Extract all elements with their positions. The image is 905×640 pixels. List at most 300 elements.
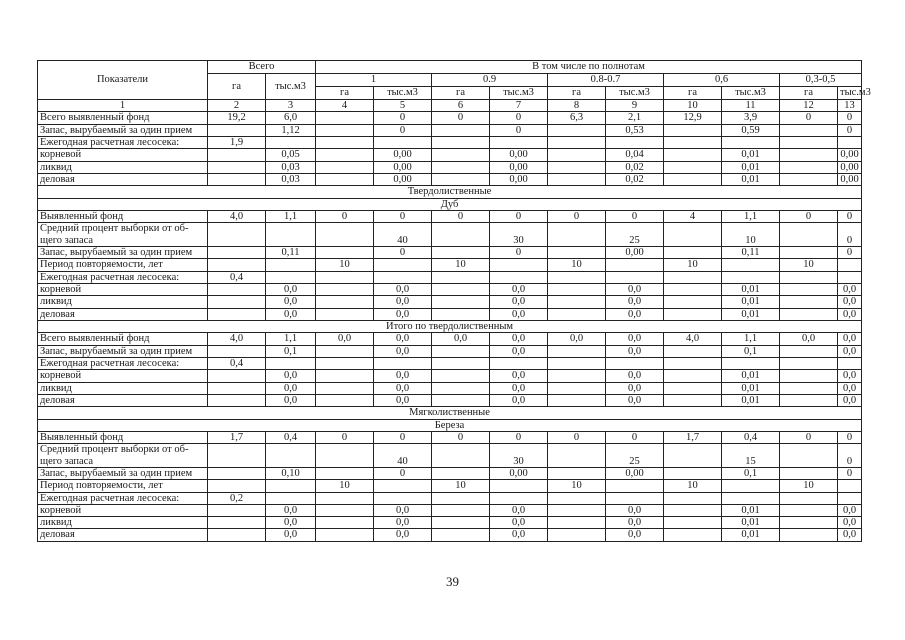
table-cell: 12,9 [664,112,722,124]
table-cell [664,173,722,185]
table-cell [490,480,548,492]
table-cell: 1,1 [722,333,780,345]
table-cell: 0,0 [606,296,664,308]
column-number-cell: 8 [548,100,606,112]
table-cell [316,370,374,382]
header-total-ha: га [208,74,266,100]
table-row [38,210,862,222]
table-cell: 0,0 [606,345,664,357]
table-cell [606,259,664,271]
table-cell [664,308,722,320]
table-cell: 0,0 [266,517,316,529]
table-cell [208,382,266,394]
table-cell [838,480,862,492]
table-row [38,112,862,124]
table-cell: 0,0 [374,504,432,516]
table-cell [780,296,838,308]
table-cell [548,283,606,295]
table-cell [548,492,606,504]
table-cell: 0 [374,210,432,222]
table-cell [664,357,722,369]
table-cell: 0,0 [374,382,432,394]
table-cell: 4 [664,210,722,222]
table-cell: 40 [374,444,432,468]
table-cell: 15 [722,444,780,468]
table-cell: 0,00 [490,467,548,479]
table-cell: 0 [432,431,490,443]
table-cell [316,345,374,357]
section-heading: Итого по твердолиственным [38,320,862,332]
table-cell [780,283,838,295]
table-row [38,333,862,345]
table-cell: 0,00 [606,467,664,479]
table-cell: 0,00 [490,161,548,173]
table-cell: 0,00 [374,149,432,161]
header-unit-vol: тыс.м3 [606,87,664,100]
table-cell: 0 [780,112,838,124]
table-cell: 0,01 [722,517,780,529]
table-cell [432,124,490,136]
table-cell: 0,00 [374,161,432,173]
table-cell [664,296,722,308]
table-row [38,394,862,406]
table-cell [548,173,606,185]
table-cell: 0,0 [838,517,862,529]
table-cell: 0,0 [266,529,316,541]
table-cell [316,296,374,308]
header-by-density: В том числе по полнотам [316,61,862,74]
table-cell [606,136,664,148]
row-label: Выявленный фонд [38,210,208,222]
table-cell [664,271,722,283]
table-cell: 0,10 [266,467,316,479]
table-cell: 0,00 [490,173,548,185]
table-row [38,136,862,148]
table-cell: 0,0 [838,345,862,357]
table-cell: 4,0 [664,333,722,345]
table-cell [208,124,266,136]
table-cell [374,357,432,369]
page-number: 39 [446,574,459,589]
table-cell: 0,02 [606,161,664,173]
table-cell: 0,53 [606,124,664,136]
table-cell: 4,0 [208,210,266,222]
table-cell: 0 [838,210,862,222]
table-row [38,308,862,320]
table-cell: 0,0 [266,504,316,516]
table-cell: 0,0 [838,308,862,320]
table-cell: 0 [548,210,606,222]
column-number-row [38,100,862,112]
table-cell: 0,0 [266,283,316,295]
table-cell: 0,03 [266,173,316,185]
table-cell: 0,0 [490,296,548,308]
table-row [38,467,862,479]
table-cell: 0 [490,246,548,258]
table-cell [374,492,432,504]
table-cell [432,357,490,369]
table-cell: 0,0 [606,529,664,541]
header-density-1: 1 [316,74,432,87]
table-cell: 0,0 [266,296,316,308]
table-cell: 0,0 [838,370,862,382]
table-cell [432,394,490,406]
table-cell [316,444,374,468]
table-cell [664,394,722,406]
table-cell [490,357,548,369]
table-cell: 25 [606,223,664,247]
table-cell [432,173,490,185]
table-cell [316,124,374,136]
table-cell: 10 [548,259,606,271]
table-cell [664,345,722,357]
table-cell: 0 [490,210,548,222]
table-cell [374,136,432,148]
table-cell: 0,0 [374,517,432,529]
table-cell: 0 [606,431,664,443]
table-cell: 0,0 [490,394,548,406]
table-cell: 10 [432,259,490,271]
table-cell: 10 [316,480,374,492]
table-cell: 0 [432,112,490,124]
table-cell [664,124,722,136]
table-cell: 0,0 [548,333,606,345]
table-cell: 19,2 [208,112,266,124]
table-cell [316,223,374,247]
table-cell [606,492,664,504]
table-cell [548,444,606,468]
table-cell [208,149,266,161]
table-cell: 0,00 [490,149,548,161]
table-cell [432,271,490,283]
table-row [38,382,862,394]
table-cell [432,223,490,247]
table-cell: 0,01 [722,394,780,406]
table-cell [664,370,722,382]
table-row [38,444,862,468]
table-cell [432,149,490,161]
table-cell [208,259,266,271]
table-cell: 0,05 [266,149,316,161]
table-cell: 1,1 [722,210,780,222]
section-heading: Дуб [38,198,862,210]
table-cell: 3,9 [722,112,780,124]
table-cell: 0,01 [722,149,780,161]
table-cell [664,283,722,295]
row-label: деловая [38,529,208,541]
table-cell [432,517,490,529]
table-cell: 0,00 [374,173,432,185]
table-cell: 0,0 [374,333,432,345]
table-cell: 0,00 [838,173,862,185]
table-row [38,296,862,308]
header-density-0-3-0-5: 0,3-0,5 [780,74,862,87]
table-row [38,283,862,295]
table-cell: 0,11 [722,246,780,258]
table-cell [432,345,490,357]
table-cell: 0 [838,431,862,443]
table-cell [780,149,838,161]
table-cell [606,357,664,369]
table-cell: 6,0 [266,112,316,124]
table-cell [780,492,838,504]
table-cell [316,161,374,173]
table-cell: 0,01 [722,370,780,382]
row-label: ликвид [38,296,208,308]
row-label: корневой [38,370,208,382]
column-number-cell: 9 [606,100,664,112]
table-cell [664,382,722,394]
table-cell: 0,01 [722,529,780,541]
table-cell: 0,01 [722,504,780,516]
table-cell: 0,01 [722,382,780,394]
table-cell: 1,1 [266,210,316,222]
table-cell: 0,0 [374,394,432,406]
table-cell [548,223,606,247]
section-heading-row [38,198,862,210]
header-total: Всего [208,61,316,74]
table-cell: 10 [316,259,374,271]
table-cell: 0 [490,431,548,443]
table-cell [316,492,374,504]
table-cell: 0,01 [722,296,780,308]
header-unit-vol: тыс.м3 [490,87,548,100]
table-cell: 0,0 [490,517,548,529]
table-cell [490,136,548,148]
table-cell: 0,4 [208,357,266,369]
table-cell: 0,0 [490,504,548,516]
table-cell: 0,0 [606,517,664,529]
table-cell: 0 [374,467,432,479]
table-row [38,271,862,283]
table-cell: 0,0 [490,283,548,295]
table-cell [548,467,606,479]
table-cell [432,504,490,516]
table-cell [780,529,838,541]
table-row [38,259,862,271]
table-cell [208,308,266,320]
table-cell [266,492,316,504]
table-cell: 0,0 [490,382,548,394]
table-cell [432,161,490,173]
table-cell: 0,4 [266,431,316,443]
table-cell [664,246,722,258]
table-cell: 0 [838,444,862,468]
table-cell: 0,0 [780,333,838,345]
table-cell: 0 [838,112,862,124]
table-cell [548,124,606,136]
table-cell: 0,04 [606,149,664,161]
table-cell [548,345,606,357]
table-cell [548,161,606,173]
table-cell [664,492,722,504]
table-cell: 0,0 [374,345,432,357]
table-cell: 0,0 [316,333,374,345]
column-number-cell: 11 [722,100,780,112]
table-cell: 0,0 [374,283,432,295]
row-label: деловая [38,394,208,406]
table-cell [316,517,374,529]
column-number-cell: 3 [266,100,316,112]
table-cell [780,357,838,369]
table-cell [548,357,606,369]
table-cell [548,370,606,382]
table-cell: 0 [374,112,432,124]
header-unit-vol: тыс.м3 [722,87,780,100]
row-label: ликвид [38,382,208,394]
table-cell: 2,1 [606,112,664,124]
table-row [38,492,862,504]
table-cell: 30 [490,223,548,247]
table-cell [780,504,838,516]
table-cell [722,492,780,504]
table-cell: 0,0 [374,529,432,541]
table-cell: 0,0 [490,308,548,320]
table-cell: 0,0 [374,296,432,308]
table-cell [432,370,490,382]
table-cell [722,136,780,148]
table-cell: 0,11 [266,246,316,258]
table-cell: 4,0 [208,333,266,345]
table-cell [266,259,316,271]
row-label: Запас, вырубаемый за один прием [38,246,208,258]
table-cell [316,112,374,124]
table-cell [664,467,722,479]
section-heading: Мягколиственные [38,407,862,419]
section-heading-row [38,320,862,332]
table-cell [722,357,780,369]
header-indicators: Показатели [38,61,208,100]
table-cell [432,136,490,148]
table-cell [208,517,266,529]
table-cell: 40 [374,223,432,247]
table-cell: 0,1 [722,345,780,357]
table-cell: 0,02 [606,173,664,185]
table-cell [432,246,490,258]
table-cell [374,480,432,492]
table-row [38,124,862,136]
table-cell [838,357,862,369]
table-cell: 0,0 [838,504,862,516]
column-number-cell: 10 [664,100,722,112]
table-cell [208,370,266,382]
table-cell: 0 [316,210,374,222]
table-cell [432,444,490,468]
table-cell [548,296,606,308]
table-cell [208,283,266,295]
table-cell: 0,00 [606,246,664,258]
header-unit-ha: га [780,87,838,100]
section-heading: Твердолиственные [38,186,862,198]
table-row [38,517,862,529]
table-cell: 10 [722,223,780,247]
table-cell [266,480,316,492]
table-cell: 1,7 [208,431,266,443]
header-unit-vol: тыс.м3 [374,87,432,100]
row-label: Средний процент выборки от об-щего запаса [38,444,208,468]
table-cell [208,444,266,468]
table-cell [780,382,838,394]
table-cell: 0,01 [722,161,780,173]
table-cell: 0,0 [266,370,316,382]
table-cell [316,504,374,516]
table-cell [780,444,838,468]
section-heading-row [38,407,862,419]
table-row [38,480,862,492]
table-cell: 0,0 [838,283,862,295]
table-cell [432,308,490,320]
table-cell [664,444,722,468]
table-cell [432,467,490,479]
table-cell: 0 [780,431,838,443]
column-number-cell: 12 [780,100,838,112]
table-cell [316,529,374,541]
table-cell [664,223,722,247]
table-cell: 0,0 [266,394,316,406]
row-label: Средний процент выборки от об-щего запаса [38,223,208,247]
table-cell: 0 [838,467,862,479]
table-cell [208,529,266,541]
table-cell: 0,0 [838,333,862,345]
table-cell: 10 [548,480,606,492]
table-row [38,529,862,541]
table-cell [316,467,374,479]
table-cell [432,529,490,541]
column-number-cell: 2 [208,100,266,112]
table-row [38,357,862,369]
table-cell [208,467,266,479]
table-cell: 0,0 [606,333,664,345]
table-cell: 0,0 [490,370,548,382]
table-row [38,246,862,258]
table-cell [548,271,606,283]
table-cell: 30 [490,444,548,468]
table-cell: 0,0 [838,296,862,308]
table-cell [548,136,606,148]
row-label: корневой [38,149,208,161]
table-cell [780,517,838,529]
table-cell: 10 [664,259,722,271]
table-cell [316,283,374,295]
table-cell [316,136,374,148]
header-total-vol: тыс.м3 [266,74,316,100]
table-cell [548,529,606,541]
table-cell: 0,0 [374,308,432,320]
table-row [38,504,862,516]
table-cell [722,259,780,271]
table-cell [664,517,722,529]
table-cell: 0,2 [208,492,266,504]
table-cell [266,444,316,468]
header-density-0-8-0-7: 0.8-0.7 [548,74,664,87]
table-cell: 0 [838,246,862,258]
table-cell: 0,0 [432,333,490,345]
table-cell: 0 [316,431,374,443]
row-label: Ежегодная расчетная лесосека: [38,357,208,369]
table-cell: 10 [780,259,838,271]
table-cell [838,136,862,148]
table-cell: 10 [780,480,838,492]
table-cell: 0,0 [606,504,664,516]
table-cell: 0 [548,431,606,443]
table-cell: 0 [490,112,548,124]
table-cell: 0,0 [606,382,664,394]
table-cell [548,308,606,320]
table-cell: 0,4 [722,431,780,443]
table-cell [208,223,266,247]
table-cell [490,271,548,283]
table-cell [838,259,862,271]
